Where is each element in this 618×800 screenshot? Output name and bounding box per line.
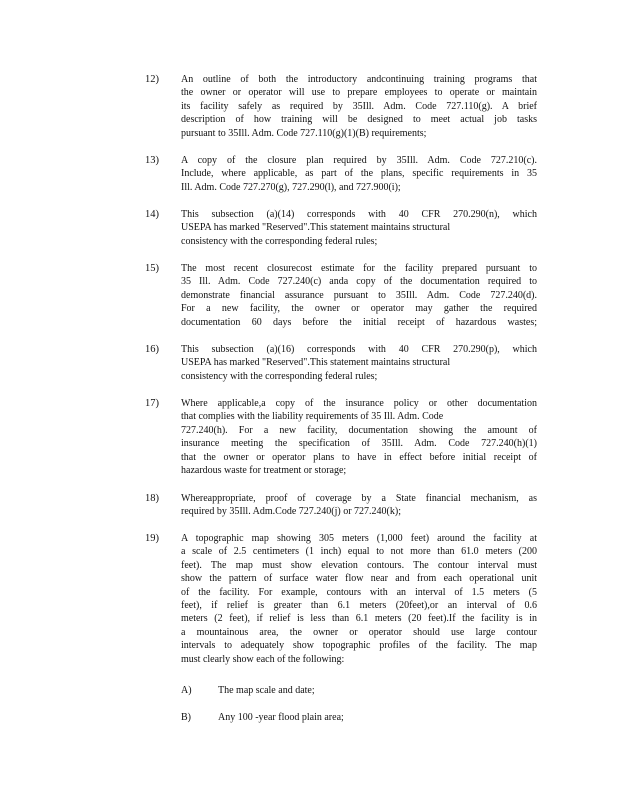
paragraph-number: 18) <box>145 493 159 504</box>
text-line: must clearly show each of the following: <box>181 653 345 665</box>
text-line: feet). The map must show elevation contours. The contour interval must <box>181 559 537 571</box>
subitem-text: Any 100 -year flood plain area; <box>218 712 344 723</box>
text-line: The most recent closurecost estimate for the facility prepared pursuant to <box>181 263 537 274</box>
text-line: A topographic map showing 305 meters (1,000 feet) around the facility at <box>181 533 537 544</box>
text-line: This subsection (a)(14) corresponds with 40 CFR 270.290(n), which <box>181 209 537 220</box>
text-line: USEPA has marked "Reserved".This statement maintains structural <box>181 357 451 369</box>
paragraph-number: 13) <box>145 155 159 166</box>
text-line: required by 35Ill. Adm.Code 727.240(j) or 727.240(k); <box>181 506 401 518</box>
text-line: a scale of 2.5 centimeters (1 inch) equal to not more than 61.0 meters (200 <box>181 546 537 558</box>
text-line: show the pattern of surface water flow near and from each operational unit <box>181 573 537 585</box>
text-line: intervals to adequately show topographic profiles of the facility. The map <box>181 640 537 652</box>
text-line: of the facility. For example, contours with an interval of 1.5 meters (5 <box>181 586 537 598</box>
text-line: demonstrate financial assurance pursuant to 35Ill. Adm. Code 727.240(d). <box>181 289 537 301</box>
text-line: a mountainous area, the owner or operator should use large contour <box>181 626 537 638</box>
paragraph-number: 14) <box>145 209 159 220</box>
text-line: 727.240(h). For a new facility, documentation showing the amount of <box>181 424 537 436</box>
paragraph-text <box>181 532 537 666</box>
paragraph-text <box>181 154 537 194</box>
subitem-text: The map scale and date; <box>218 685 315 696</box>
text-line: Whereappropriate, proof of coverage by a State financial mechanism, as <box>181 493 537 504</box>
text-line: meters (2 feet), if relief is less than 6.1 meters (20 feet).If the facility is in <box>181 613 537 625</box>
text-line: Include, where applicable, as part of the plans, specific requirements in 35 <box>181 168 537 180</box>
text-line: consistency with the corresponding federal rules; <box>181 370 378 382</box>
text-line: Ill. Adm. Code 727.270(g), 727.290(l), and 727.900(i); <box>181 181 401 193</box>
text-line: A copy of the closure plan required by 35Ill. Adm. Code 727.210(c). <box>181 155 537 166</box>
text-line: documentation 60 days before the initial receipt of hazardous wastes; <box>181 316 537 328</box>
paragraph-number: 16) <box>145 344 159 355</box>
paragraph-text <box>181 343 537 383</box>
text-line: insurance meeting the specification of 35Ill. Adm. Code 727.240(h)(1) <box>181 438 537 450</box>
text-line: consistency with the corresponding federal rules; <box>181 235 378 247</box>
text-line: This subsection (a)(16) corresponds with 40 CFR 270.290(p), which <box>181 344 537 355</box>
paragraph-text <box>181 397 537 477</box>
text-line: hazardous waste for treatment or storage; <box>181 465 347 477</box>
paragraph-text <box>181 492 537 519</box>
paragraph-text <box>181 262 537 329</box>
text-line: pursuant to 35Ill. Adm. Code 727.110(g)(1)(B) requirements; <box>181 127 427 139</box>
text-line: description of how training will be designed to meet actual job tasks <box>181 114 537 126</box>
text-line: that the owner or operator plans to have in effect before initial receipt of <box>181 451 537 463</box>
subitem-label: B) <box>181 712 191 723</box>
paragraph-number: 12) <box>145 74 159 85</box>
paragraph-text <box>181 73 537 140</box>
text-line: its facility safely as required by 35Ill. Adm. Code 727.110(g). A brief <box>181 100 537 112</box>
text-line: the owner or operator will use to prepare employees to operate or maintain <box>181 87 537 99</box>
paragraph-number: 17) <box>145 398 159 409</box>
paragraph-number: 19) <box>145 533 159 544</box>
text-line: USEPA has marked "Reserved".This statement maintains structural <box>181 222 451 234</box>
text-line: feet), if relief is greater than 6.1 meters (20feet),or an interval of 0.6 <box>181 600 537 612</box>
text-line: For a new facility, the owner or operator may gather the required <box>181 303 537 315</box>
subitem-label: A) <box>181 685 192 696</box>
text-line: 35 Ill. Adm. Code 727.240(c) anda copy of the documentation required to <box>181 276 537 288</box>
paragraph-text <box>181 208 537 248</box>
paragraph-number: 15) <box>145 263 159 274</box>
text-line: Where applicable,a copy of the insurance policy or other documentation <box>181 398 537 409</box>
text-line: An outline of both the introductory andcontinuing training programs that <box>181 74 537 85</box>
text-line: that complies with the liability requirements of 35 Ill. Adm. Code <box>181 411 444 423</box>
